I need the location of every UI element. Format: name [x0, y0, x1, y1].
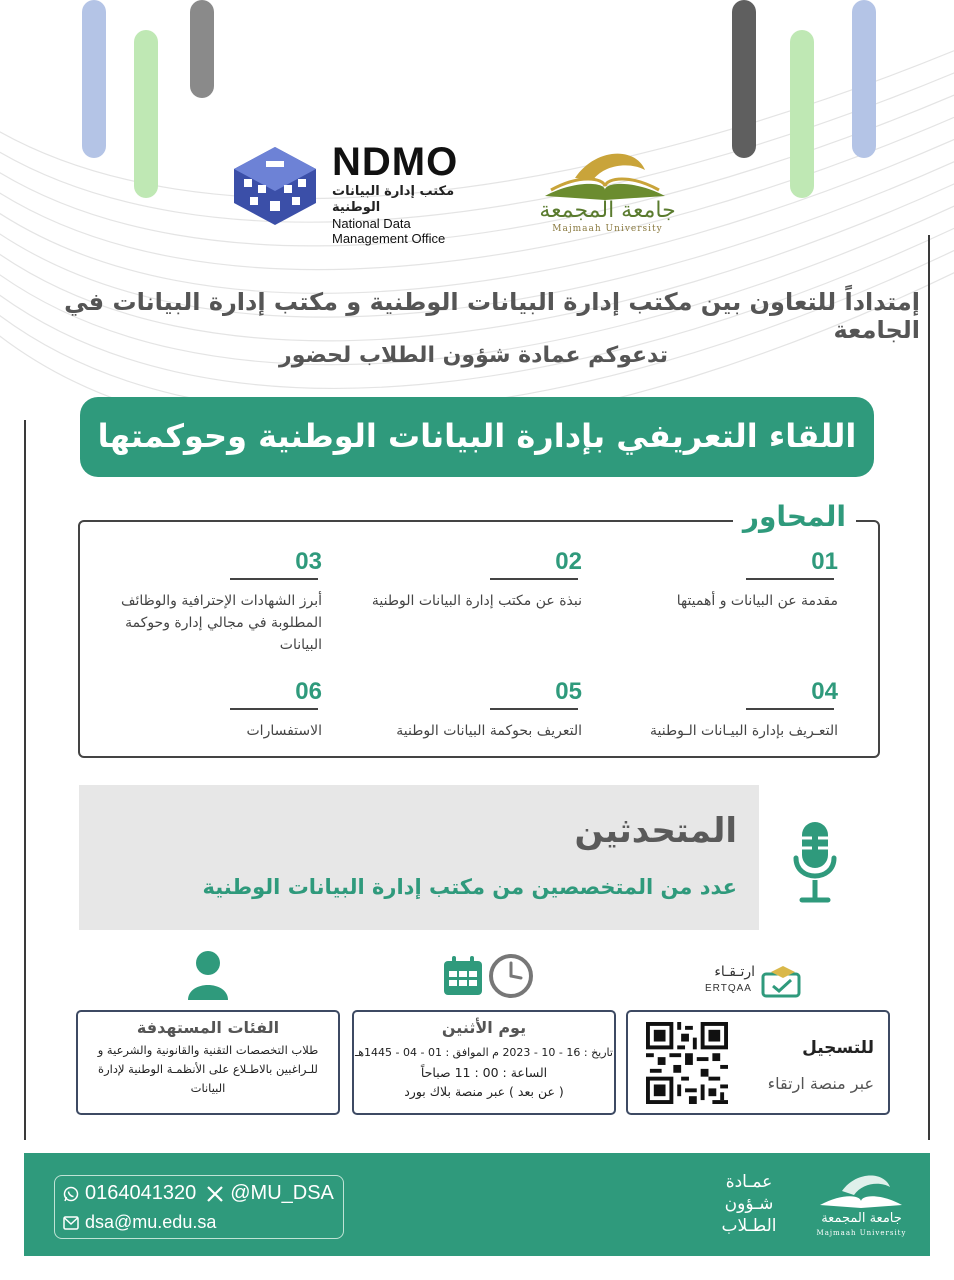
x-twitter-icon — [206, 1185, 224, 1203]
axis-item-01 — [598, 548, 838, 612]
contact-phone[interactable]: 0164041320 — [85, 1182, 197, 1204]
event-title-banner: اللقاء التعريفي بإدارة البيانات الوطنية وحوكمتها — [80, 397, 874, 477]
axis-text: نبذة عن مكتب إدارة البيانات الوطنية — [371, 593, 582, 609]
axis-text: التعـريف بإدارة البيـانات الـوطنية — [650, 723, 838, 739]
clock-icon — [488, 953, 534, 999]
axes-title: المحاور — [733, 500, 856, 533]
ndmo-english-line1: National Data — [332, 216, 411, 231]
dean-line-1: عمـادة — [725, 1172, 773, 1192]
deco-bar-blue-left — [82, 0, 106, 158]
target-body: طلاب التخصصات التقنية والقانونية والشرعية و للـراغبين بالاطـلاع على الأنظمـة الوطنية لإدارة البيانات — [97, 1043, 319, 1095]
axis-number: 02 — [555, 548, 582, 575]
axis-item-03 — [84, 548, 322, 656]
ndmo-english-line2: Management Office — [332, 231, 446, 246]
axis-number: 05 — [555, 678, 582, 705]
email-icon — [63, 1216, 79, 1230]
speakers-title: المتحدثين — [574, 811, 737, 851]
contact-handle[interactable]: @MU_DSA — [230, 1182, 334, 1204]
axis-number: 01 — [811, 548, 838, 575]
qr-code[interactable] — [646, 1022, 728, 1104]
axis-number: 06 — [295, 678, 322, 705]
axis-text: أبرز الشهادات الإحترافية والوظائف المطلوبة في مجالي إدارة وحوكمة البيانات — [120, 593, 322, 653]
ndmo-logo-icon — [230, 145, 320, 225]
ertqaa-logo — [705, 962, 805, 998]
ndmo-arabic-name: مكتب إدارة البيانات الوطنية — [332, 184, 455, 215]
axis-text: مقدمة عن البيانات و أهميتها — [676, 593, 838, 609]
axis-text: التعريف بحوكمة البيانات الوطنية — [396, 723, 582, 739]
frame-line-left — [24, 420, 26, 1140]
contact-email[interactable]: dsa@mu.edu.sa — [85, 1212, 217, 1232]
header-logos — [230, 140, 700, 246]
dean-line-2: شـؤون — [724, 1194, 774, 1214]
ertqaa-icon — [759, 962, 803, 998]
footer-university-english: Majmaah University — [816, 1229, 907, 1237]
axis-item-05 — [342, 678, 582, 742]
deco-bar-gray-right — [732, 0, 756, 158]
axis-text: الاستفسارات — [246, 723, 322, 739]
dean-line-3: الطـلاب — [721, 1216, 777, 1236]
axis-item-04 — [598, 678, 838, 742]
ndmo-title: NDMO — [332, 140, 459, 184]
footer — [24, 1153, 930, 1256]
user-icon — [185, 950, 231, 1002]
deanship-name — [706, 1171, 792, 1237]
axes-section — [78, 500, 880, 758]
footer-university-arabic: جامعة المجمعة — [821, 1211, 902, 1226]
intro-line: إمتداداً للتعاون بين مكتب إدارة البيانات الوطنية و مكتب إدارة البيانات في الجامعة — [64, 288, 920, 344]
microphone-icon — [792, 820, 838, 906]
target-title: الفئات المستهدفة — [136, 1018, 280, 1037]
schedule-box — [352, 1010, 616, 1115]
target-audience-box — [76, 1010, 340, 1115]
registration-title: للتسجيل — [802, 1038, 874, 1058]
speakers-panel — [79, 785, 759, 930]
axis-number: 04 — [811, 678, 838, 705]
schedule-mode: ( عن بعد ) عبر منصة بلاك بورد — [404, 1084, 564, 1099]
registration-subtitle: عبر منصة ارتقاء — [767, 1074, 874, 1093]
frame-line-right — [928, 235, 930, 1140]
university-arabic-name: جامعة المجمعة — [539, 198, 676, 223]
calendar-icon — [442, 955, 484, 997]
whatsapp-icon — [63, 1186, 79, 1202]
contact-box — [54, 1175, 344, 1239]
deco-bar-green-right — [790, 30, 814, 198]
schedule-time: الساعة : 00 : 11 صباحاً — [420, 1065, 548, 1080]
university-footer-logo-icon — [804, 1167, 919, 1237]
axis-item-02 — [342, 548, 582, 612]
deco-bar-green-left — [134, 30, 158, 198]
registration-box — [626, 1010, 890, 1115]
university-english-name: Majmaah University — [552, 224, 663, 234]
invitation-line: تدعوكم عمادة شؤون الطلاب لحضور — [279, 343, 668, 368]
ertqaa-arabic: ارتـقـاء — [714, 964, 755, 980]
schedule-date: تاريخ : 16 - 10 - 2023 م الموافق : 01 - 04 - 1445هـ — [355, 1046, 613, 1059]
speakers-text: عدد من المتخصصين من مكتب إدارة البيانات الوطنية — [202, 875, 737, 899]
ertqaa-english: ERTQAA — [705, 983, 752, 994]
deco-bar-blue-right — [852, 0, 876, 158]
axis-item-06 — [84, 678, 322, 742]
schedule-day: يوم الأثنين — [441, 1018, 527, 1037]
axis-number: 03 — [295, 548, 322, 575]
deco-bar-gray-left — [190, 0, 214, 98]
